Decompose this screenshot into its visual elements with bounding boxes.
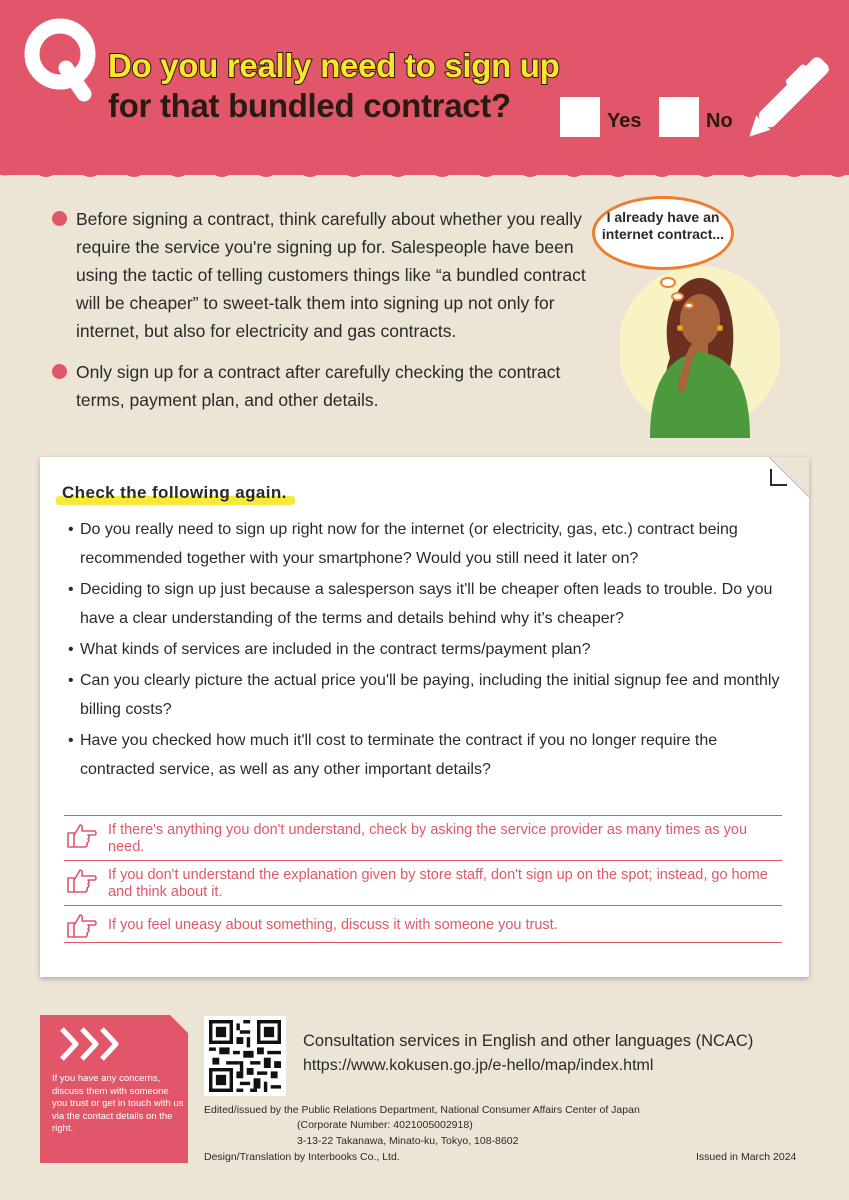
consultation-link[interactable]: https://www.kokusen.go.jp/e-hello/map/index.html [303, 1057, 654, 1074]
yes-checkbox[interactable] [560, 97, 600, 137]
publisher-address: 3-13-22 Takanawa, Minato-ku, Tokyo, 108-8602 [297, 1135, 519, 1147]
checklist-item: • Do you really need to sign up right now for the internet (or electricity, gas, etc.) contract being recommended together with your smartphone? Would you still need it later on? [68, 515, 790, 573]
tips-list [64, 815, 782, 943]
header-wave-edge [0, 160, 849, 184]
q-letter-icon [22, 14, 102, 104]
checklist-item: • Have you checked how much it'll cost to terminate the contract if you no longer require the contracted service, as well as any other important details? [68, 726, 790, 784]
intro-bullet [52, 205, 612, 345]
thought-bubble: I already have an internet contract... [592, 196, 734, 270]
concerns-box [40, 1015, 188, 1163]
design-credit: Design/Translation by Interbooks Co., Ltd. [204, 1151, 400, 1163]
title-line-2: for that bundled contract? [108, 87, 511, 124]
bullet-dot [52, 211, 67, 226]
intro-text: Only sign up for a contract after carefully checking the contract terms, payment plan, and other details. [76, 362, 561, 410]
tip-item [64, 860, 782, 905]
bullet-dot [52, 364, 67, 379]
issue-date: Issued in March 2024 [696, 1151, 797, 1163]
thought-dot [684, 302, 694, 309]
pointing-hand-icon [66, 913, 98, 939]
pen-icon [738, 52, 834, 148]
qr-code-icon [208, 1020, 282, 1092]
thought-dot [671, 292, 684, 301]
tip-text: If you don't understand the explanation given by store staff, don't sign up on the spot; instead, go home and think about it. [108, 867, 768, 900]
title-line-1: Do you really need to sign up [108, 47, 560, 84]
checklist-item: • Deciding to sign up just because a salesperson says it'll be cheaper often leads to trouble. Do you have a clear understanding of the terms and details behind why it's cheaper? [68, 575, 790, 633]
thought-dot [660, 277, 676, 288]
tip-item [64, 815, 782, 860]
publisher-line: Edited/issued by the Public Relations Department, National Consumer Affairs Center of Japan [204, 1104, 640, 1116]
pointing-hand-icon [66, 823, 98, 849]
person-illustration [620, 258, 780, 438]
checklist-item: • Can you clearly picture the actual price you'll be paying, including the initial signup fee and monthly billing costs? [68, 666, 790, 724]
yes-label: Yes [607, 110, 642, 132]
corporate-number: (Corporate Number: 4021005002918) [297, 1119, 473, 1131]
double-chevron-icon [58, 1025, 128, 1063]
concerns-text: If you have any concerns, discuss them with someone you trust or get in touch with us via the contact details on the right. [52, 1073, 184, 1134]
no-label: No [706, 110, 733, 132]
checklist-item: • What kinds of services are included in the contract terms/payment plan? [68, 635, 790, 664]
qr-code[interactable] [204, 1016, 286, 1096]
pointing-hand-icon [66, 868, 98, 894]
consultation-title: Consultation services in English and other languages (NCAC) [303, 1032, 754, 1050]
tip-text: If there's anything you don't understand, check by asking the service provider as many times as you need. [108, 822, 748, 855]
intro-section [52, 205, 612, 427]
intro-bullet [52, 358, 612, 414]
tip-text: If you feel uneasy about something, discuss it with someone you trust. [108, 917, 558, 933]
checklist-card [40, 457, 809, 977]
intro-text: Before signing a contract, think carefully about whether you really require the service you're signing up for. Salespeople have been using the tactic of telling customers things like “a bundled contract will be cheaper” to sweet-talk them into signing up not only for internet, but also for electricity and gas contracts. [76, 209, 586, 341]
tip-item [64, 905, 782, 943]
checklist [68, 515, 790, 786]
header-banner [0, 0, 849, 175]
no-checkbox[interactable] [659, 97, 699, 137]
checklist-title: Check the following again. [62, 483, 287, 503]
card-corner-fold [769, 457, 809, 497]
